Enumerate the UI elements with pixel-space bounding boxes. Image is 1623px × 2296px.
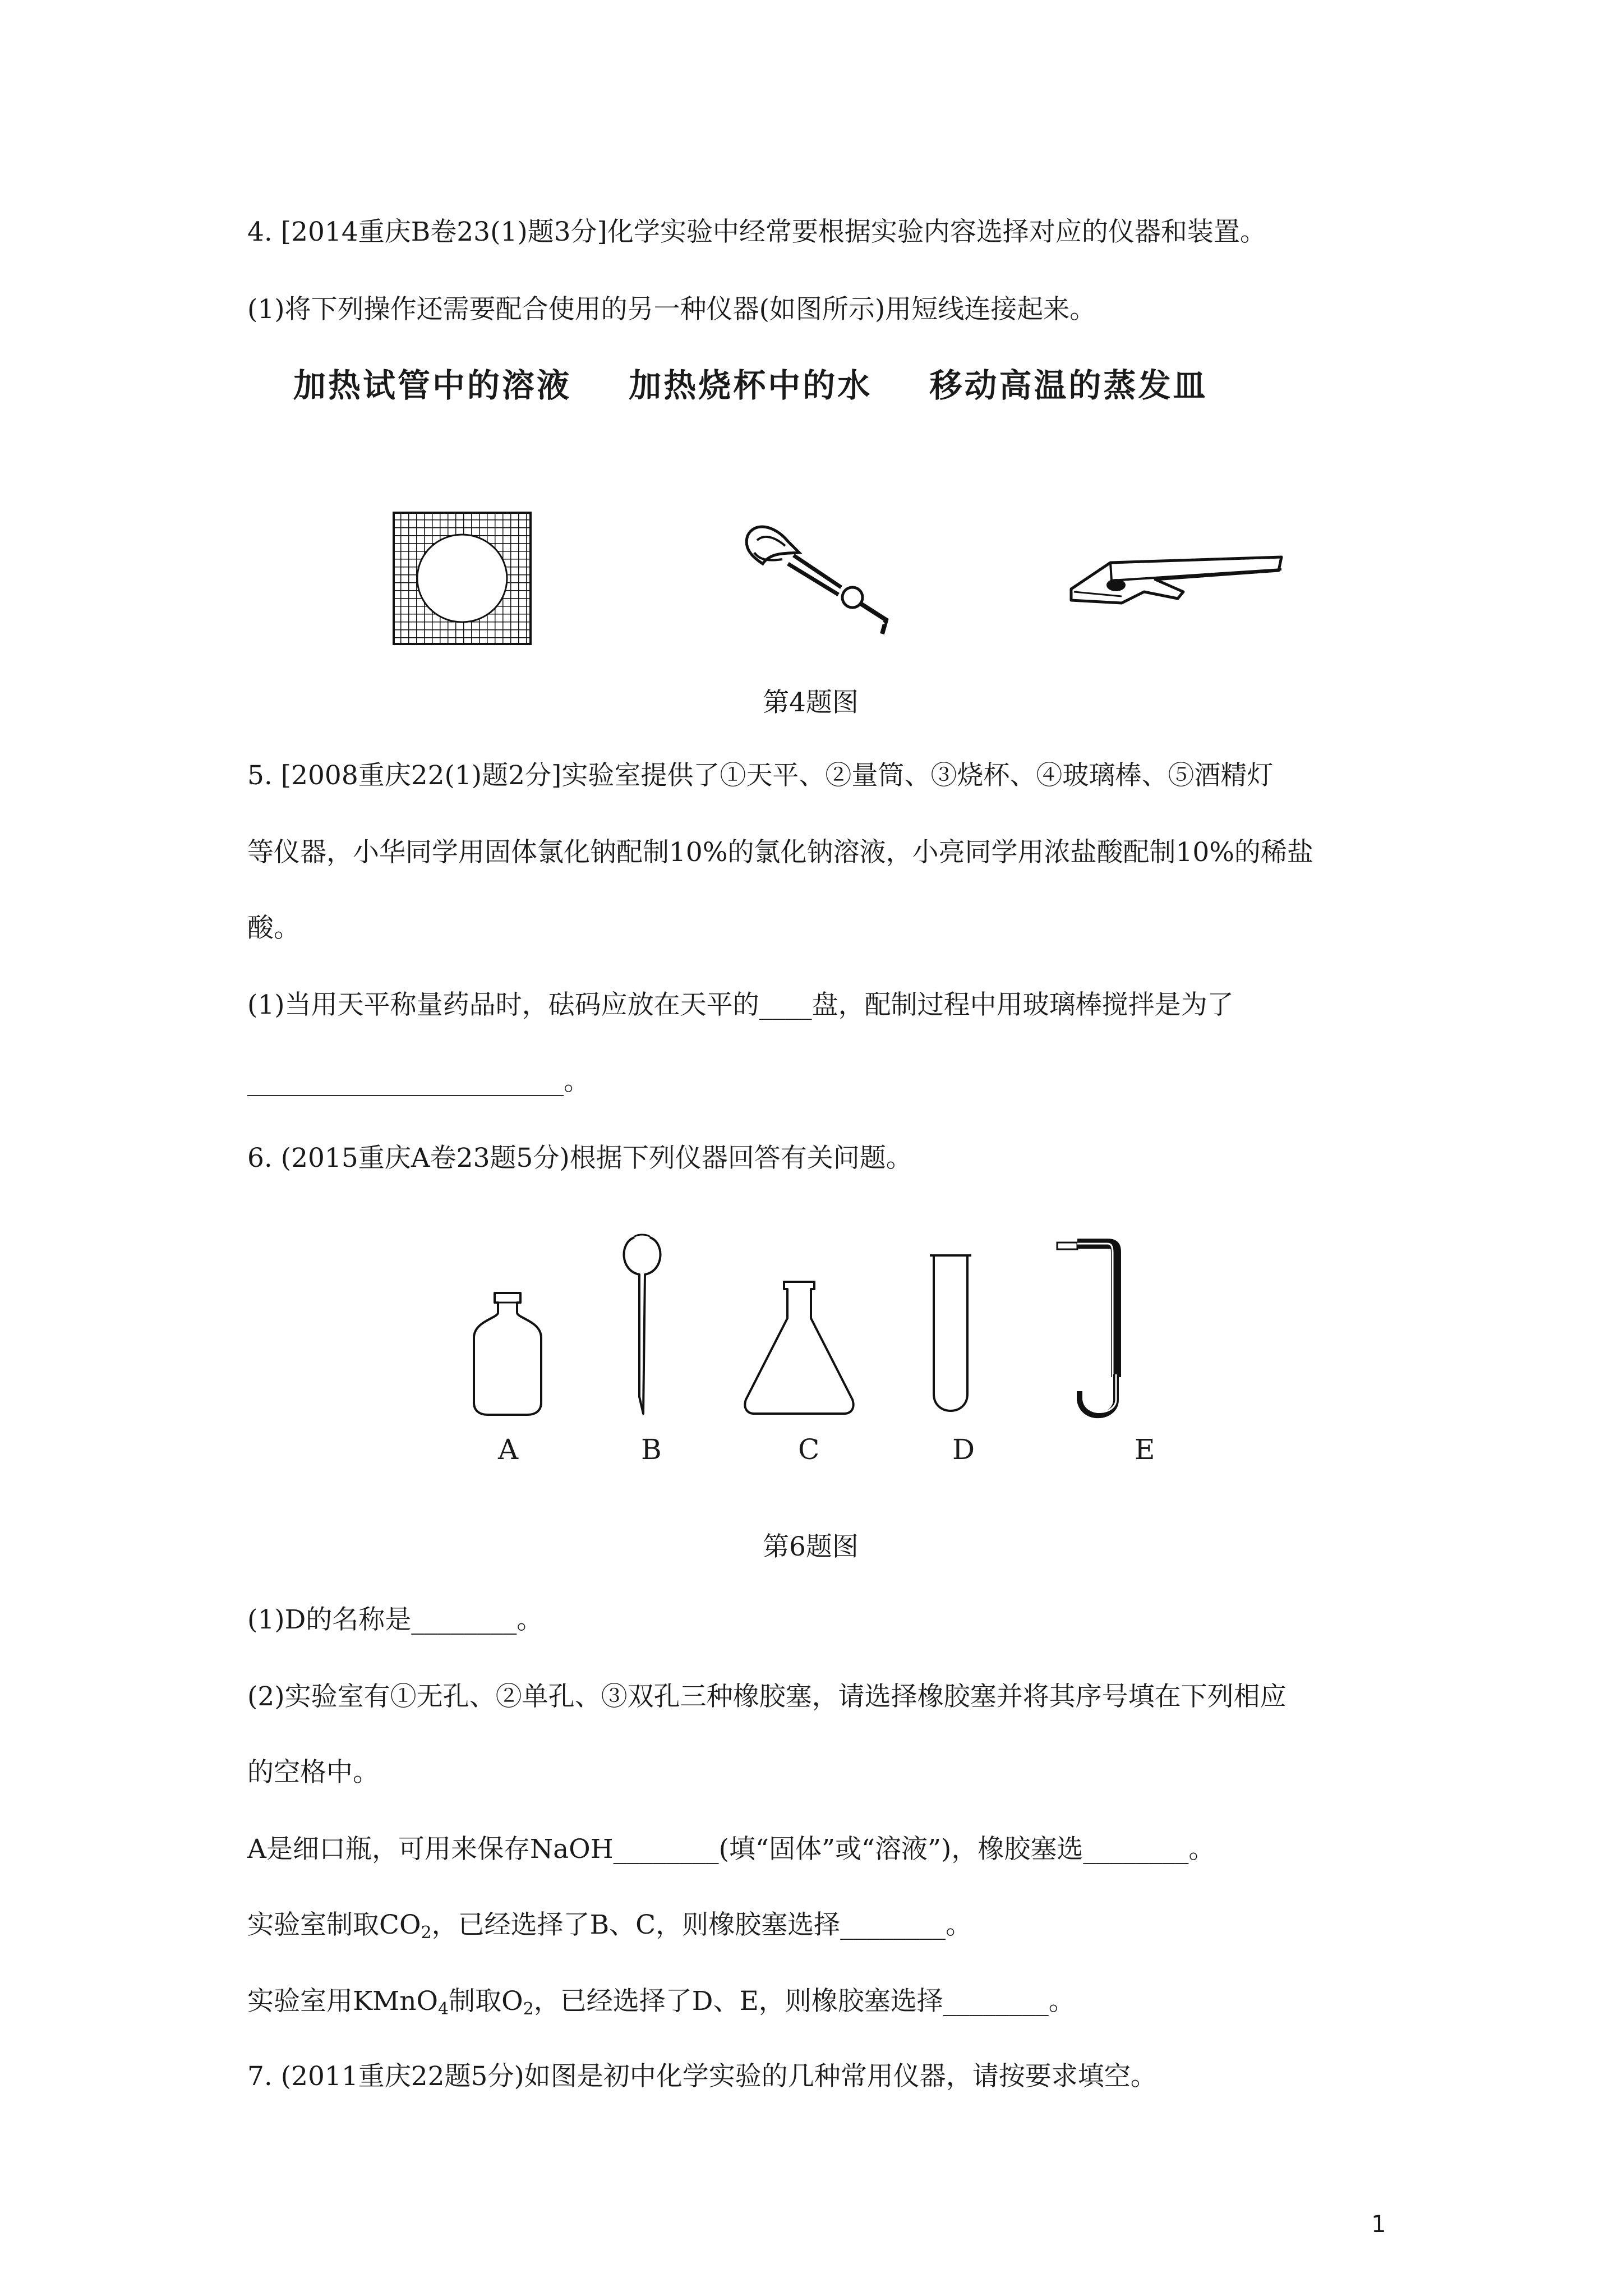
q4-title: 4. [2014重庆B卷23(1)题3分]化学实验中经常要根据实验内容选择对应的仪器和装置。 bbox=[247, 217, 1266, 247]
q6-sub2-line2: 的空格中。 bbox=[247, 1757, 379, 1788]
q5-sub1-end: ________________________。 bbox=[247, 1066, 590, 1097]
wire-gauze-image bbox=[393, 512, 533, 646]
label-b: B bbox=[641, 1433, 662, 1466]
q6-co2-line: 实验室制取$CO_2$，已经选择了B、C，则橡胶塞选择________。 bbox=[247, 1910, 972, 1943]
q6-sub2-line1: (2)实验室有①无孔、②单孔、③双孔三种橡胶塞，请选择橡胶塞并将其序号填在下列相应 bbox=[247, 1681, 1287, 1712]
label-d: D bbox=[952, 1433, 975, 1466]
q4-operations bbox=[293, 359, 1251, 406]
operation-1: 加热试管中的溶液 bbox=[293, 366, 572, 404]
q6-sub1: (1)D的名称是________。 bbox=[247, 1604, 543, 1635]
q6-kmno4-line: 实验室用KMnO$_4$制取$O_2$，已经选择了D、E，则橡胶塞选择________。 bbox=[247, 1986, 1075, 2019]
q4-caption: 第4题图 bbox=[763, 687, 859, 718]
q5-sub1: (1)当用天平称量药品时，砝码应放在天平的____盘，配制过程中用玻璃棒搅拌是为了 bbox=[247, 990, 1234, 1020]
q5-line2: 等仪器，小华同学用固体氯化钠配制10%的氯化钠溶液，小亮同学用浓盐酸配制10%的稀盐 bbox=[247, 837, 1313, 868]
q5-line3: 酸。 bbox=[247, 913, 300, 944]
long-neck-funnel-image bbox=[617, 1228, 667, 1419]
delivery-tube-image bbox=[1054, 1237, 1133, 1428]
q6-caption: 第6题图 bbox=[763, 1531, 859, 1562]
operation-3: 移动高温的蒸发皿 bbox=[929, 366, 1208, 404]
q6-bottle-line: A是细口瓶，可用来保存NaOH________(填“固体”或“溶液”)，橡胶塞选________。 bbox=[247, 1834, 1215, 1865]
page-number: 1 bbox=[1371, 2210, 1386, 2238]
test-tube-holder-image bbox=[732, 519, 900, 642]
q4-sub1: (1)将下列操作还需要配合使用的另一种仪器(如图所示)用短线连接起来。 bbox=[247, 294, 1096, 325]
narrow-mouth-bottle-image bbox=[465, 1290, 550, 1419]
q5-line1: 5. [2008重庆22(1)题2分]实验室提供了①天平、②量筒、③烧杯、④玻璃棒、⑤酒精灯 bbox=[247, 760, 1274, 791]
label-c: C bbox=[798, 1433, 820, 1466]
label-a: A bbox=[498, 1433, 519, 1466]
operation-2: 加热烧杯中的水 bbox=[629, 366, 873, 404]
label-e: E bbox=[1135, 1433, 1155, 1466]
conical-flask-image bbox=[740, 1279, 858, 1419]
test-tube-image bbox=[925, 1251, 976, 1419]
q7-title: 7. (2011重庆22题5分)如图是初中化学实验的几种常用仪器，请按要求填空。 bbox=[247, 2061, 1157, 2092]
crucible-tongs-image bbox=[1060, 547, 1284, 620]
q6-title: 6. (2015重庆A卷23题5分)根据下列仪器回答有关问题。 bbox=[247, 1143, 912, 1174]
